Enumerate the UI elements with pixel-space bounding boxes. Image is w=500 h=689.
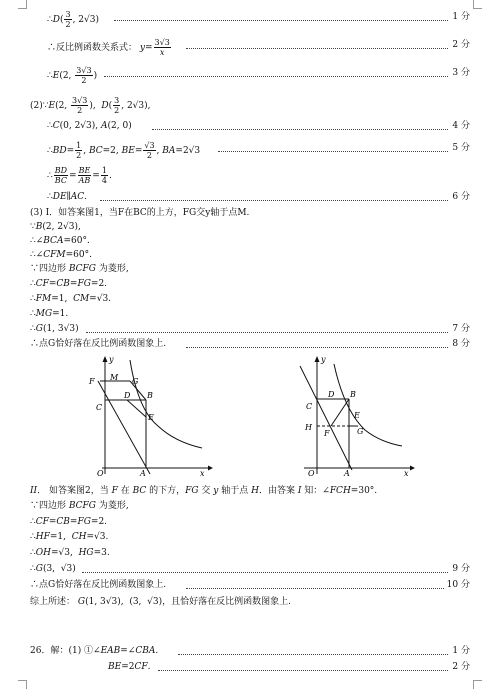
score: 10 分: [446, 580, 470, 590]
fig2-label: E: [354, 411, 360, 420]
score: 3 分: [452, 68, 470, 78]
score: 1 分: [452, 12, 470, 22]
dot-leader: [104, 76, 448, 77]
solution-line: ∴∠BCA=60°.: [30, 236, 90, 246]
score: 7 分: [452, 324, 470, 334]
corner-mark: [18, 0, 27, 9]
solution-line: ∵四边形 BCFG 为菱形,: [30, 264, 129, 274]
solution-line: ∵四边形 BCFG 为菱形,: [30, 501, 129, 511]
solution-line: ∴反比例函数关系式： y= $\frac{3√3}{x}$: [47, 38, 170, 57]
solution-line: ∴FM=1, CM=√3.: [30, 294, 112, 304]
dot-leader: [158, 670, 448, 671]
solution-line: (2)∵E(2, $\frac{3√3}{2}$ ), D( $\frac{3}{2}$ , 2√3),: [30, 96, 151, 115]
corner-mark: [473, 0, 482, 9]
dot-leader: [218, 151, 448, 152]
fig1-label: O: [97, 469, 104, 478]
dot-leader: [186, 48, 448, 49]
solution-line: ∴点G恰好落在反比例函数图象上.: [30, 580, 167, 590]
fig1-label: x: [200, 469, 205, 478]
score: 9 分: [452, 564, 470, 574]
solution-line: ∴G(1, 3√3): [30, 324, 79, 334]
dot-leader: [114, 20, 448, 21]
solution-line: 综上所述： G(1, 3√3), (3, √3)，且恰好落在反比例函数图象上.: [30, 597, 291, 607]
fig2-label: A: [344, 469, 350, 478]
solution-line: ∴∠CFM=60°.: [30, 250, 92, 260]
fig2-label: x: [404, 469, 409, 478]
solution-line: ∴CF=CB=FG=2.: [30, 279, 108, 289]
dot-leader: [178, 654, 448, 655]
fig1-label: M: [110, 373, 119, 382]
dot-leader: [152, 129, 448, 130]
fig2-label: D: [328, 390, 335, 399]
fig2-label: O: [308, 469, 315, 478]
dot-leader: [186, 588, 444, 589]
fig2-label: y: [321, 355, 326, 364]
solution-line: ∴BD= $\frac{1}{2}$ , BC=2, BE= $\frac{√3}{2}$ , BA=2√3: [47, 141, 201, 160]
fig2-label: B: [350, 390, 356, 399]
score: 4 分: [452, 121, 470, 131]
fig1-label: y: [109, 355, 114, 364]
solution-line: (3) Ⅰ．如答案图1，当F在BC的上方，FG交y轴于点M.: [30, 208, 250, 218]
solution-line: ∴HF=1, CH=√3.: [30, 532, 109, 542]
answer-figure-2: [290, 350, 420, 480]
score: 2 分: [452, 662, 470, 672]
fig1-label: D: [124, 391, 131, 400]
solution-line: ∴CF=CB=FG=2.: [30, 517, 108, 527]
fig1-label: E: [148, 413, 154, 422]
fig1-label: A: [140, 469, 146, 478]
solution-line: ∴G(3, √3): [30, 564, 76, 574]
dot-leader: [100, 200, 448, 201]
fig1-label: C: [96, 403, 103, 412]
fig1-label: F: [89, 377, 95, 386]
solution-line: ∴点G恰好落在反比例函数图象上.: [30, 339, 167, 349]
solution-line: ∴ $\frac{BD}{BC}$ = $\frac{BE}{AB}$ = $\frac{1}{4}$ .: [47, 166, 112, 185]
dot-leader: [186, 347, 448, 348]
score: 8 分: [452, 339, 470, 349]
fig2-label: G: [357, 427, 364, 436]
corner-mark: [473, 680, 482, 689]
fig2-label: F: [324, 429, 330, 438]
fig1-label: G: [132, 377, 139, 386]
solution-line: ∴DE∥AC.: [47, 192, 87, 202]
solution-line: 26．解：(1) ①∠EAB=∠CBA.: [30, 646, 159, 656]
answer-figure-1: [80, 350, 215, 480]
corner-mark: [18, 680, 27, 689]
score: 2 分: [452, 40, 470, 50]
solution-line: ∵B(2, 2√3),: [30, 222, 81, 232]
dot-leader: [86, 332, 448, 333]
solution-line: ∴OH=√3, HG=3.: [30, 548, 110, 558]
score: 1 分: [452, 646, 470, 656]
solution-line: II． 如答案图2，当 F 在 BC 的下方，FG 交 y 轴于点 H．由答案 I 知：∠FCH=30°.: [30, 486, 378, 496]
fig2-label: C: [306, 402, 313, 411]
fig1-label: B: [147, 391, 153, 400]
solution-line: ∴E(2, $\frac{3√3}{2}$ ): [47, 66, 98, 85]
score: 6 分: [452, 192, 470, 202]
solution-line: BE=2CF.: [108, 662, 151, 672]
solution-line: ∴MG=1.: [30, 309, 69, 319]
fig2-label: H: [305, 423, 312, 432]
dot-leader: [82, 572, 448, 573]
solution-line: ∴D( $\frac{3}{2}$ , 2√3): [47, 10, 99, 29]
score: 5 分: [452, 143, 470, 153]
solution-line: ∴C(0, 2√3), A(2, 0): [47, 121, 132, 131]
